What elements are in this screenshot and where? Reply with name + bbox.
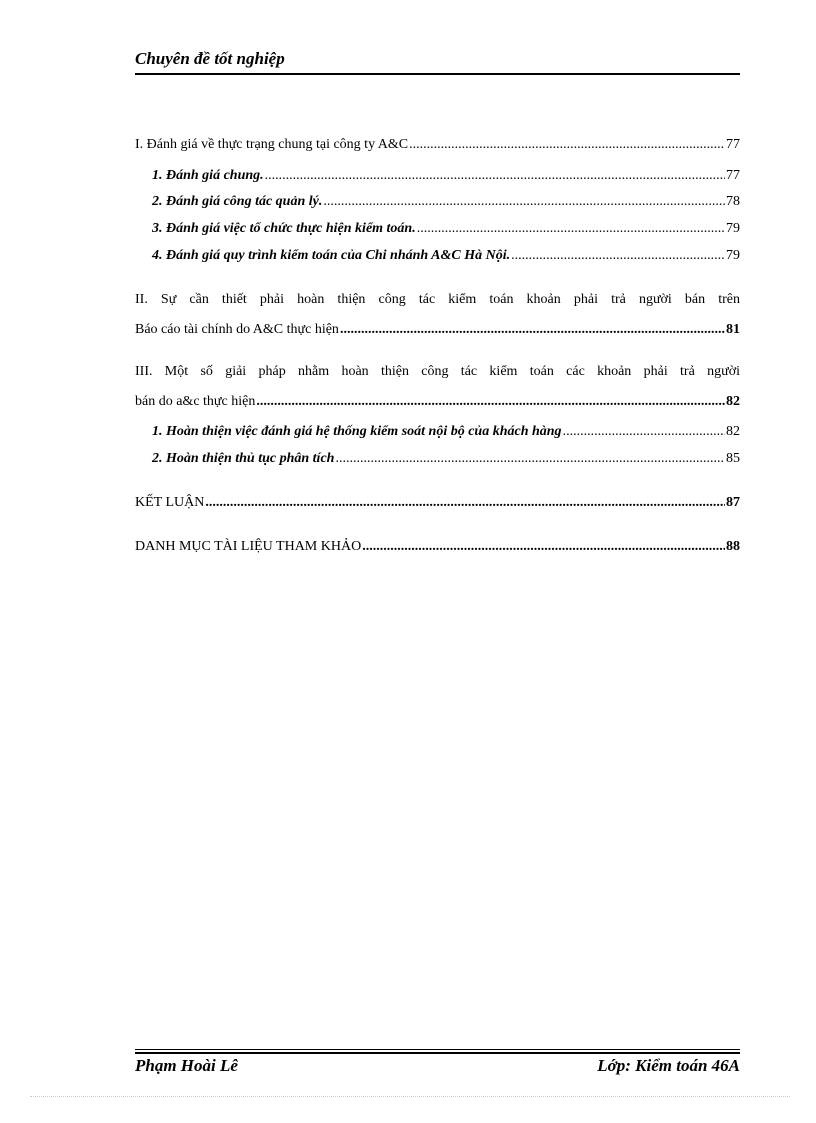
footer-rule [135, 1049, 740, 1050]
toc-page-number: 77 [726, 137, 740, 152]
toc-page-number: 78 [726, 194, 740, 209]
toc-leader [323, 187, 725, 217]
toc-entry-1-2[interactable] [152, 187, 740, 217]
toc-page-number: 88 [726, 539, 740, 554]
toc-leader [340, 315, 725, 345]
toc-entry-title: KẾT LUẬN [135, 495, 205, 510]
toc-entry-title: 1. Hoàn thiện việc đánh giá hệ thống kiểm soát nội bộ của khách hàng [152, 424, 562, 439]
toc-leader [256, 387, 725, 417]
toc-entry-3-2[interactable] [152, 444, 740, 474]
toc-page-number: 81 [726, 322, 740, 337]
toc-entry-section-2[interactable] [135, 285, 740, 345]
toc-leader [362, 532, 725, 562]
toc-entry-title-line-1: II. Sự cần thiết phải hoàn thiện công tác kiểm toán khoản phải trả người bán trên [135, 292, 740, 307]
toc-entry-title: DANH MỤC TÀI LIỆU THAM KHẢO [135, 539, 362, 554]
toc-leader [205, 488, 725, 518]
toc-leader [511, 241, 725, 271]
footer-author: Phạm Hoài Lê [135, 1056, 238, 1075]
toc-entry-title: 2. Đánh giá công tác quản lý. [152, 194, 323, 209]
toc-entry-title: 4. Đánh giá quy trình kiểm toán của Chi nhánh A&C Hà Nội. [152, 248, 511, 263]
toc-entry-references[interactable] [135, 532, 740, 562]
toc-entry-section-3[interactable] [135, 357, 740, 417]
toc-entry-title: 2. Hoàn thiện thủ tục phân tích [152, 451, 335, 466]
page-bottom-divider [30, 1096, 790, 1097]
toc-page-number: 82 [726, 394, 740, 409]
toc-entry-title-line-2: bán do a&c thực hiện [135, 394, 256, 409]
toc-leader [563, 417, 725, 447]
toc-entry-3-1[interactable] [152, 417, 740, 447]
toc-page-number: 87 [726, 495, 740, 510]
toc-leader [409, 130, 725, 160]
toc-page-number: 79 [726, 248, 740, 263]
footer-class: Lớp: Kiểm toán 46A [597, 1056, 740, 1075]
header-title: Chuyên đề tốt nghiệp [135, 49, 285, 68]
toc-entry-title-line-2: Báo cáo tài chính do A&C thực hiện [135, 322, 339, 337]
toc-page-number: 79 [726, 221, 740, 236]
toc-entry-1-3[interactable] [152, 214, 740, 244]
toc-entry-section-1[interactable] [135, 130, 740, 160]
toc-entry-conclusion[interactable] [135, 488, 740, 518]
page-header [135, 47, 740, 75]
toc-entry-1-4[interactable] [152, 241, 740, 271]
toc-entry-title-line-1: III. Một số giải pháp nhằm hoàn thiện công tác kiểm toán các khoản phải trả người [135, 364, 740, 379]
toc-leader [335, 444, 725, 474]
toc-entry-title: 1. Đánh giá chung. [152, 168, 264, 183]
toc-entry-title: 3. Đánh giá việc tổ chức thực hiện kiểm toán. [152, 221, 416, 236]
toc-page-number: 82 [726, 424, 740, 439]
toc-leader [417, 214, 725, 244]
footer-rule [135, 1052, 740, 1054]
toc-page-number: 85 [726, 451, 740, 466]
toc-entry-title: I. Đánh giá về thực trạng chung tại công ty A&C [135, 137, 409, 152]
toc-page-number: 77 [726, 168, 740, 183]
